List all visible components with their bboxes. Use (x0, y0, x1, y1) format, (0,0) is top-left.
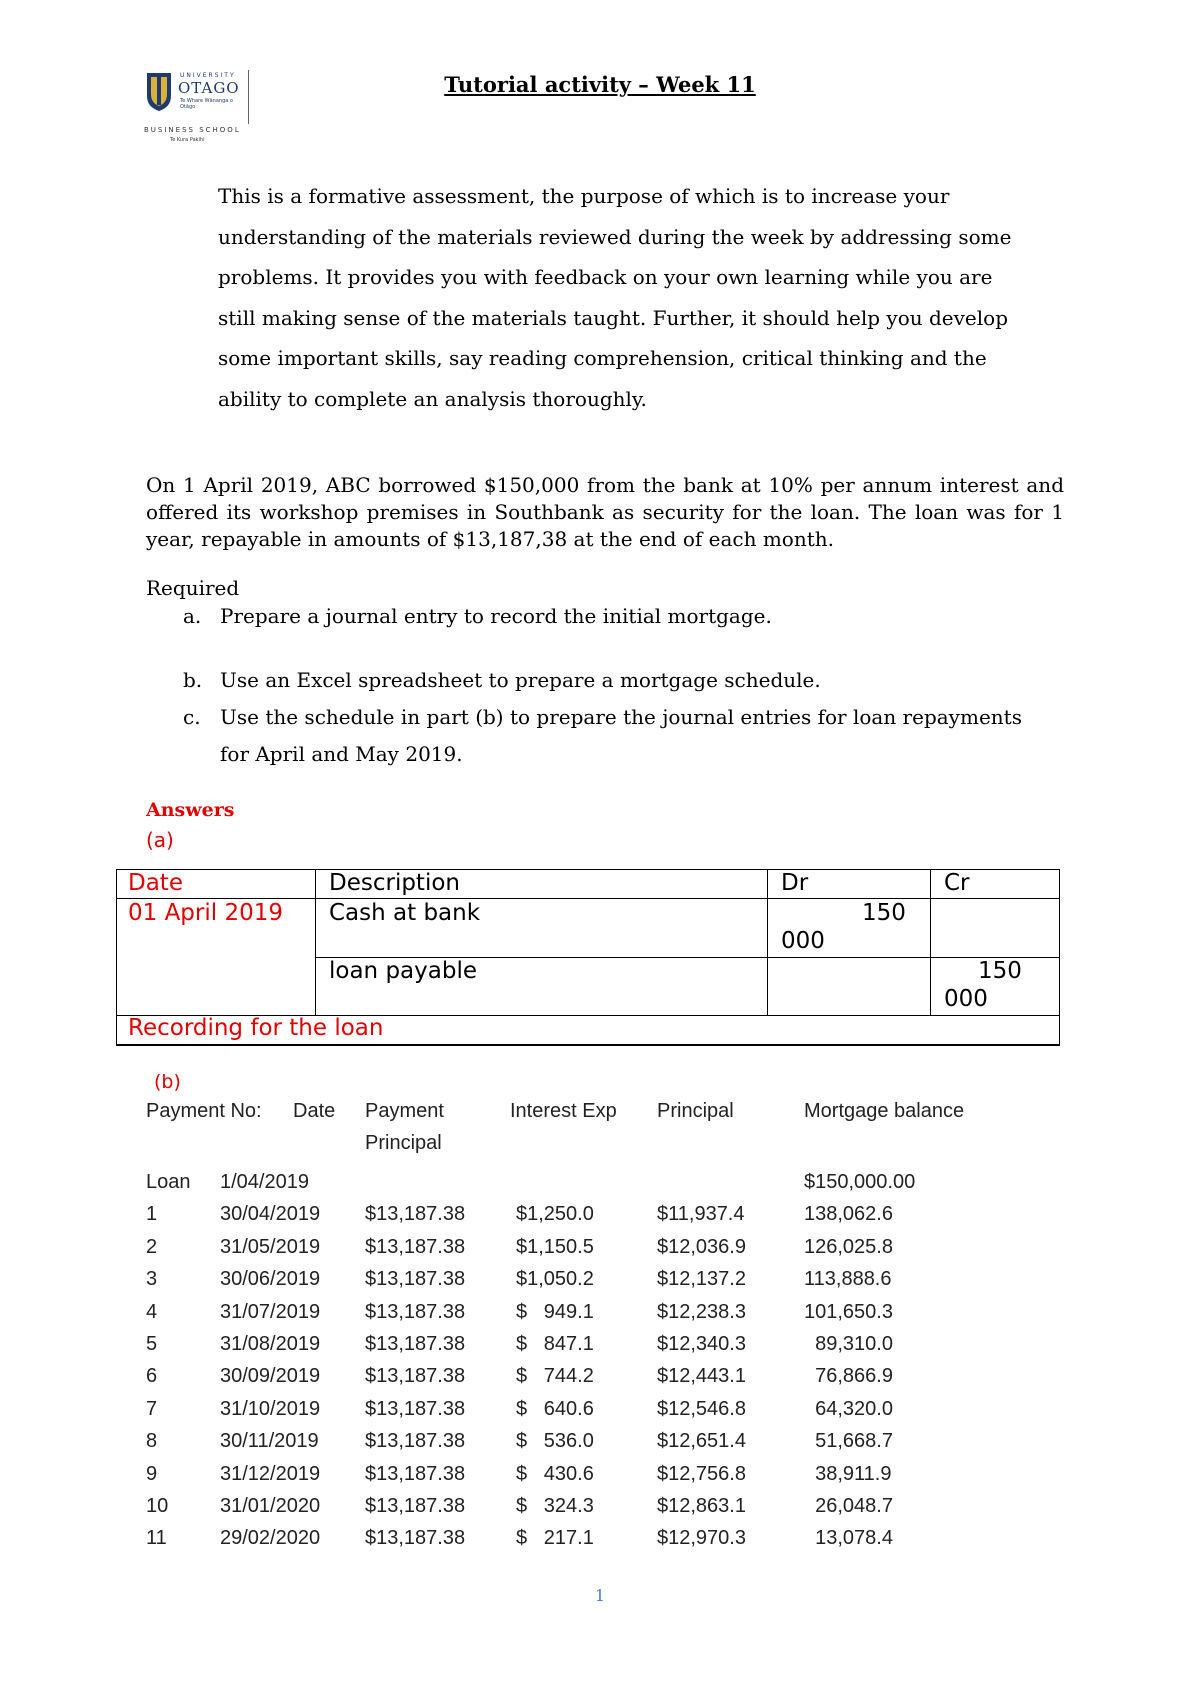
table-border (315, 869, 316, 1015)
schedule-cell-no: 3 (146, 1268, 158, 1291)
question-letter: c. (183, 705, 201, 729)
schedule-header-balance: Mortgage balance (804, 1100, 965, 1122)
schedule-cell-no: Loan (146, 1171, 191, 1193)
schedule-cell-principal: $12,756.8 (657, 1462, 746, 1485)
intro-line: still making sense of the materials taught. Further, it should help you develop (218, 305, 1009, 330)
schedule-cell-payment: $13,187.38 (365, 1235, 466, 1258)
schedule-cell-principal: $12,340.3 (657, 1333, 746, 1355)
schedule-cell-payment: $13,187.38 (365, 1397, 466, 1420)
table-border (116, 1044, 1060, 1046)
table-border (116, 869, 1060, 870)
schedule-cell-payment: $13,187.38 (365, 1462, 466, 1485)
schedule-cell-no: 2 (146, 1235, 158, 1258)
schedule-cell-no: 8 (146, 1430, 158, 1453)
schedule-header-payment: Principal (365, 1132, 442, 1154)
schedule-cell-payment: $13,187.38 (365, 1333, 466, 1355)
journal-date: 01 April 2019 (128, 900, 283, 926)
schedule-cell-balance: 26,048.7 (804, 1495, 893, 1517)
table-border (1059, 869, 1060, 1045)
schedule-cell-interest: $ 640.6 (516, 1397, 594, 1420)
schedule-cell-balance: 51,668.7 (804, 1430, 893, 1453)
logo-university: UNIVERSITY (180, 72, 236, 79)
schedule-cell-interest: $ 949.1 (516, 1300, 594, 1323)
journal-cr-amount: 150 (978, 958, 1022, 984)
schedule-cell-principal: $12,546.8 (657, 1397, 746, 1420)
schedule-cell-interest: $ 847.1 (516, 1333, 594, 1355)
schedule-cell-date: 31/08/2019 (220, 1333, 321, 1355)
intro-line: problems. It provides you with feedback on your own learning while you are (218, 265, 993, 289)
schedule-cell-balance: 13,078.4 (804, 1527, 893, 1550)
schedule-cell-principal: $12,970.3 (657, 1527, 746, 1550)
schedule-cell-date: 29/02/2020 (220, 1527, 321, 1550)
schedule-cell-principal: $12,651.4 (657, 1430, 746, 1453)
page-title: Tutorial activity – Week 11 (444, 72, 756, 97)
problem-statement: On 1 April 2019, ABC borrowed $150,000 from the bank at 10% per annum interest and offered its workshop premises in Southbank as security for the loan. The loan was for 1 year, repayable in amounts of $13,187,38 at the end of each month. (146, 473, 1064, 551)
table-border (767, 869, 768, 1015)
question-letter: b. (183, 668, 203, 692)
schedule-cell-payment: $13,187.38 (365, 1203, 466, 1226)
journal-header-dr: Dr (781, 870, 809, 896)
journal-table (116, 869, 1060, 1045)
schedule-cell-payment: $13,187.38 (365, 1268, 466, 1291)
journal-description: Cash at bank (329, 900, 481, 926)
schedule-cell-balance: $150,000.00 (804, 1171, 916, 1193)
schedule-cell-no: 7 (146, 1397, 158, 1420)
intro-paragraph (218, 176, 1098, 419)
schedule-cell-date: 31/01/2020 (220, 1495, 321, 1517)
table-border (116, 869, 117, 1045)
schedule-cell-principal: $11,937.4 (657, 1203, 745, 1226)
journal-cr-amount: 000 (944, 986, 988, 1012)
schedule-cell-date: 30/09/2019 (220, 1365, 321, 1388)
schedule-header-principal: Principal (657, 1100, 734, 1122)
schedule-cell-date: 1/04/2019 (220, 1171, 309, 1193)
schedule-cell-interest: $ 324.3 (516, 1495, 594, 1517)
schedule-cell-principal: $12,137.2 (657, 1268, 746, 1291)
schedule-cell-interest: $ 744.2 (516, 1365, 594, 1388)
schedule-cell-balance: 38,911.9 (804, 1462, 892, 1485)
schedule-cell-no: 10 (146, 1495, 169, 1517)
schedule-cell-payment: $13,187.38 (365, 1527, 466, 1550)
schedule-cell-no: 6 (146, 1365, 158, 1388)
schedule-cell-no: 9 (146, 1462, 158, 1485)
schedule-cell-date: 30/06/2019 (220, 1268, 321, 1291)
schedule-cell-no: 5 (146, 1333, 158, 1355)
schedule-cell-date: 31/10/2019 (220, 1397, 321, 1420)
schedule-cell-payment: $13,187.38 (365, 1495, 466, 1517)
schedule-cell-balance: 101,650.3 (804, 1300, 893, 1323)
schedule-header-payment-no: Payment No: (146, 1100, 262, 1122)
table-border (930, 869, 931, 1015)
schedule-cell-balance: 113,888.6 (804, 1268, 892, 1291)
journal-description: loan payable (329, 958, 477, 984)
schedule-header-payment: Payment (365, 1100, 444, 1122)
schedule-cell-payment: $13,187.38 (365, 1430, 466, 1453)
intro-line: some important skills, say reading comprehension, critical thinking and the (218, 346, 987, 370)
schedule-header-interest: Interest Exp (510, 1100, 617, 1122)
schedule-cell-principal: $12,443.1 (657, 1365, 746, 1388)
schedule-cell-date: 31/12/2019 (220, 1462, 321, 1485)
schedule-cell-balance: 138,062.6 (804, 1203, 893, 1226)
schedule-cell-interest: $ 217.1 (516, 1527, 594, 1550)
logo-school: BUSINESS SCHOOL (144, 126, 241, 134)
schedule-cell-date: 30/04/2019 (220, 1203, 321, 1226)
journal-dr-amount: 150 (862, 900, 906, 926)
journal-dr-amount: 000 (781, 928, 825, 954)
schedule-cell-principal: $12,238.3 (657, 1300, 746, 1323)
schedule-cell-payment: $13,187.38 (365, 1300, 466, 1323)
schedule-cell-balance: 64,320.0 (804, 1397, 893, 1420)
schedule-cell-interest: $1,150.5 (516, 1235, 594, 1258)
answers-heading: Answers (146, 799, 235, 821)
schedule-cell-date: 31/07/2019 (220, 1300, 321, 1323)
answer-part-a-label: (a) (146, 828, 174, 852)
schedule-cell-date: 31/05/2019 (220, 1235, 321, 1258)
logo-name: OTAGO (178, 79, 240, 97)
schedule-cell-balance: 89,310.0 (804, 1333, 893, 1355)
schedule-cell-balance: 76,866.9 (804, 1365, 893, 1388)
schedule-cell-interest: $ 536.0 (516, 1430, 594, 1453)
journal-footer: Recording for the loan (128, 1015, 384, 1041)
schedule-header-date: Date (293, 1100, 336, 1122)
schedule-cell-interest: $1,250.0 (516, 1203, 594, 1226)
schedule-cell-interest: $ 430.6 (516, 1462, 594, 1485)
question-text: Use an Excel spreadsheet to prepare a mortgage schedule. (220, 668, 821, 692)
schedule-cell-balance: 126,025.8 (804, 1235, 893, 1258)
question-text: Prepare a journal entry to record the initial mortgage. (220, 604, 772, 628)
page-number: 1 (594, 1586, 606, 1605)
table-border (116, 898, 1060, 899)
journal-header-description: Description (329, 870, 460, 896)
required-heading: Required (146, 576, 240, 600)
schedule-cell-no: 1 (146, 1203, 158, 1226)
schedule-cell-interest: $1,050.2 (516, 1268, 594, 1291)
schedule-cell-no: 4 (146, 1300, 158, 1323)
question-letter: a. (183, 604, 202, 628)
schedule-cell-principal: $12,036.9 (657, 1235, 746, 1258)
journal-header-cr: Cr (944, 870, 970, 896)
logo-maori-name: Te Whare Wānanga o Otāgo (180, 98, 233, 110)
question-text: for April and May 2019. (220, 742, 463, 766)
answer-part-b-label: (b) (154, 1071, 181, 1093)
journal-header-date: Date (128, 870, 183, 896)
schedule-cell-date: 30/11/2019 (220, 1430, 319, 1453)
logo-school-sub: Te Kura Pakihi (170, 137, 205, 143)
intro-line: ability to complete an analysis thoroughly. (218, 386, 647, 411)
intro-line: This is a formative assessment, the purpose of which is to increase your (218, 184, 950, 208)
schedule-cell-payment: $13,187.38 (365, 1365, 466, 1388)
schedule-cell-principal: $12,863.1 (657, 1495, 746, 1517)
question-text: Use the schedule in part (b) to prepare the journal entries for loan repayments (220, 705, 1022, 729)
schedule-cell-no: 11 (146, 1527, 167, 1550)
intro-line: understanding of the materials reviewed during the week by addressing some (218, 224, 1012, 249)
